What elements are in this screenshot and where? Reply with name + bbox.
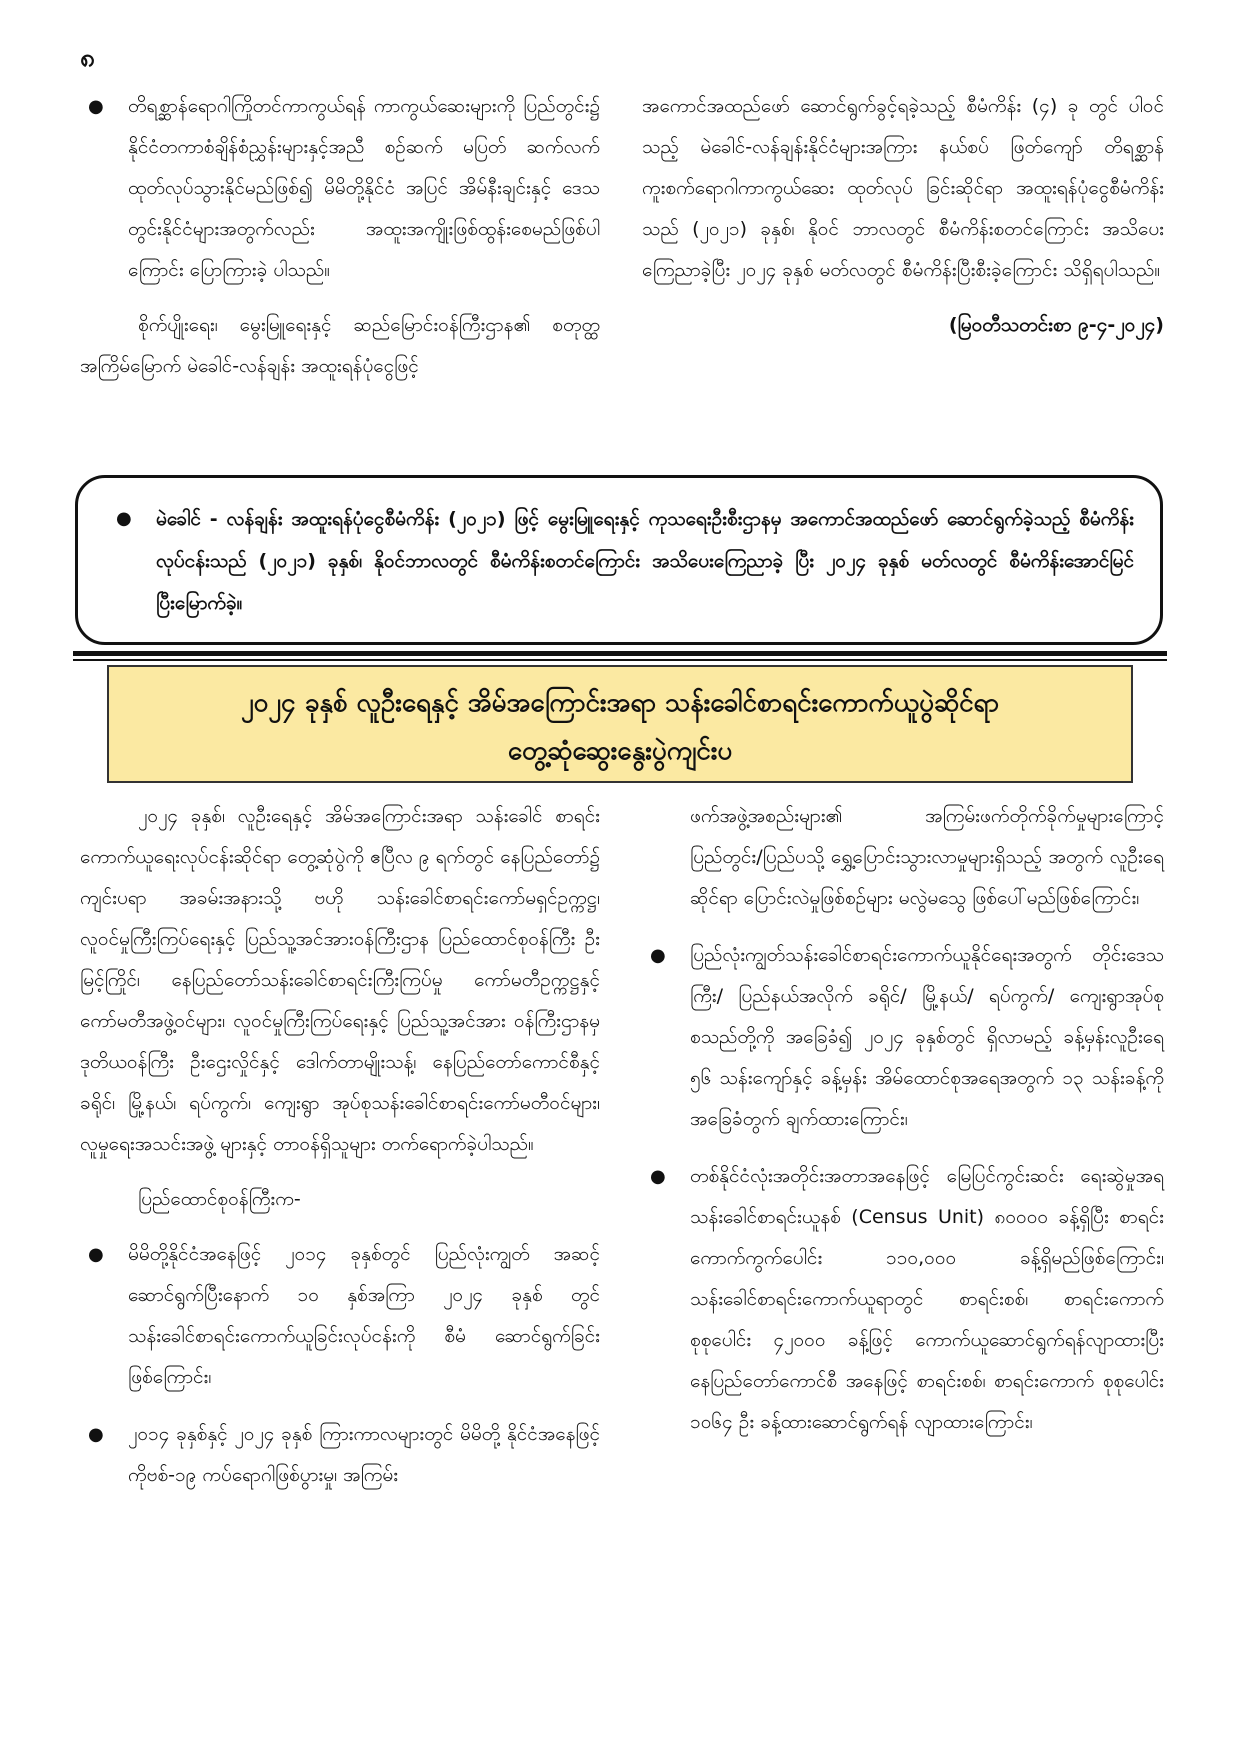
top-right-paragraph: အကောင်အထည်ဖော် ဆောင်ရွက်ခွင့်ရခဲ့သည့် စီမံကိန်း (၄) ခု တွင် ပါဝင်သည့် မဲခေါင်-လန်ချန်းနိုင်ငံများအကြား နယ်စပ် ဖြတ်ကျော် တိရစ္ဆာန်ကူးစက်ရောဂါကာကွယ်ဆေး ထုတ်လုပ် ခြင်းဆိုင်ရာ အထူးရန်ပုံငွေစီမံကိန်းသည် (၂၀၂၁) ခုနှစ်၊ နိုဝင် ဘာလတွင် စီမံကိန်းစတင်ကြောင်း အသိပေးကြေညာခဲ့ပြီး ၂၀၂၄ ခုနှစ် မတ်လတွင် စီမံကိန်းပြီးစီးခဲ့ကြောင်း သိရှိရပါသည်။ xyxy=(642,95,1164,281)
top-left-column xyxy=(80,86,600,387)
headline-line-2: တွေ့ဆုံဆွေးနွေးပွဲကျင်းပ xyxy=(507,736,733,766)
continued-paragraph: ဖက်အဖွဲ့အစည်းများ၏ အကြမ်းဖက်တိုက်ခိုက်မှုများကြောင့် ပြည်တွင်း/ပြည်ပသို့ ရွှေ့ပြောင်းသွားလာမှုများရှိသည့် အတွက် လူဦးရေဆိုင်ရာ ပြောင်းလဲမှုဖြစ်စဉ်များ မလွဲမသွေ ဖြစ်ပေါ်မည်ဖြစ်ကြောင်း၊ xyxy=(690,805,1164,909)
page-number: ၈ xyxy=(80,43,95,73)
bullet-covid-period: ● ၂၀၁၄ ခုနှစ်နှင့် ၂၀၂၄ ခုနှစ် ကြားကာလများတွင် မိမိတို့ နိုင်ငံအနေဖြင့် ကိုဗစ်-၁၉ ကပ်ရောဂါဖြစ်ပွားမှု၊ အကြမ်း xyxy=(80,1414,600,1496)
section-divider-thin xyxy=(73,659,1167,661)
bullet-census-units: ● တစ်နိုင်ငံလုံးအတိုင်းအတာအနေဖြင့် မြေပြင်ကွင်းဆင်း ရေးဆွဲမှုအရ သန်းခေါင်စာရင်းယူနစ် (Census Unit) ၈၀၀၀၀ ခန့်ရှိပြီး စာရင်းကောက်ကွက်ပေါင်း ၁၁၀,၀၀၀ ခန့်ရှိမည်ဖြစ်ကြောင်း၊ သန်းခေါင်စာရင်းကောက်ယူရာတွင် စာရင်းစစ်၊ စာရင်းကောက် စုစုပေါင်း ၄၂၀၀၀ ခန့်ဖြင့် ကောက်ယူဆောင်ရွက်ရန်လျာထားပြီး နေပြည်တော်ကောင်စီ အနေဖြင့် စာရင်းစစ်၊ စာရင်းကောက် စုစုပေါင်း ၁၀၆၄ ဦး ခန့်ထားဆောင်ရွက်ရန် လျာထားကြောင်း၊ xyxy=(642,1156,1164,1443)
bottom-right-column xyxy=(642,796,1164,1443)
bottom-left-column xyxy=(80,796,600,1496)
minister-said: ပြည်ထောင်စုဝန်ကြီးက- xyxy=(138,1188,301,1210)
bullet-census-2014: ● မိမိတို့နိုင်ငံအနေဖြင့် ၂၀၁၄ ခုနှစ်တွင် ပြည်လုံးကျွတ် အဆင့် ဆောင်ရွက်ပြီးနောက် ၁၀ နှစ်အကြာ ၂၀၂၄ ခုနှစ် တွင် သန်းခေါင်စာရင်းကောက်ယူခြင်းလုပ်ငန်းကို စီမံ ဆောင်ရွက်ခြင်းဖြစ်ကြောင်း၊ xyxy=(80,1234,600,1398)
section-headline xyxy=(107,665,1133,783)
top-right-column xyxy=(642,86,1164,346)
article-intro: ၂၀၂၄ ခုနှစ်၊ လူဦးရေနှင့် အိမ်အကြောင်းအရာ သန်းခေါင် စာရင်းကောက်ယူရေးလုပ်ငန်းဆိုင်ရာ တွေ့ဆုံပွဲကို ဧပြီလ ၉ ရက်တွင် နေပြည်တော်၌ ကျင်းပရာ အခမ်းအနားသို့ ဗဟို သန်းခေါင်စာရင်းကော်မရှင်ဥက္ကဋ္ဌ၊ လူဝင်မှုကြီးကြပ်ရေးနှင့် ပြည်သူ့အင်အားဝန်ကြီးဌာန ပြည်ထောင်စုဝန်ကြီး ဦးမြင့်ကြိုင်၊ နေပြည်တော်သန်းခေါင်စာရင်းကြီးကြပ်မှု ကော်မတီဥက္ကဋ္ဌနှင့် ကော်မတီအဖွဲ့ဝင်များ၊ လူဝင်မှုကြီးကြပ်ရေးနှင့် ပြည်သူ့အင်အား ဝန်ကြီးဌာနမှ ဒုတိယဝန်ကြီး ဦးဌေးလှိုင်နှင့် ဒေါက်တာမျိုးသန့်၊ နေပြည်တော်ကောင်စီနှင့် ခရိုင်၊ မြို့နယ်၊ ရပ်ကွက်၊ ကျေးရွာ အုပ်စုသန်းခေါင်စာရင်းကော်မတီဝင်များ၊ လူမှုရေးအသင်းအဖွဲ့ များနှင့် တာဝန်ရှိသူများ တက်ရောက်ခဲ့ပါသည်။ xyxy=(80,805,600,1155)
section-divider xyxy=(73,651,1167,656)
callout-text: ● မဲခေါင် - လန်ချန်း အထူးရန်ပုံငွေစီမံကိန်း (၂၀၂၁) ဖြင့် မွေးမြူရေးနှင့် ကုသရေးဦးစီးဌာနမှ အကောင်အထည်ဖော် ဆောင်ရွက်ခဲ့သည့် စီမံကိန်းလုပ်ငန်းသည် (၂၀၂၁) ခုနှစ်၊ နိုဝင်ဘာလတွင် စီမံကိန်းစတင်ကြောင်း အသိပေးကြေညာခဲ့ ပြီး ၂၀၂၄ ခုနှစ် မတ်လတွင် စီမံကိန်းအောင်မြင်ပြီးမြောက်ခဲ့။ xyxy=(108,498,1134,624)
top-left-paragraph: စိုက်ပျိုးရေး၊ မွေးမြူရေးနှင့် ဆည်မြောင်းဝန်ကြီးဌာန၏ စတုတ္ထအကြိမ်မြောက် မဲခေါင်-လန်ချန်း အထူးရန်ပုံငွေဖြင့် xyxy=(80,314,600,377)
top-left-bullet: ● တိရစ္ဆာန်ရောဂါကြိုတင်ကာကွယ်ရန် ကာကွယ်ဆေးများကို ပြည်တွင်း၌ နိုင်ငံတကာစံချိန်စံညွှန်းများနှင့်အညီ စဉ်ဆက် မပြတ် ဆက်လက်ထုတ်လုပ်သွားနိုင်မည်ဖြစ်၍ မိမိတို့နိုင်ငံ အပြင် အိမ်နီးချင်းနှင့် ဒေသတွင်းနိုင်ငံများအတွက်လည်း အထူးအကျိုးဖြစ်ထွန်းစေမည်ဖြစ်ပါကြောင်း ပြောကြားခဲ့ ပါသည်။ xyxy=(80,86,600,291)
bullet-population-estimate: ● ပြည်လုံးကျွတ်သန်းခေါင်စာရင်းကောက်ယူနိုင်ရေးအတွက် တိုင်းဒေသကြီး/ ပြည်နယ်အလိုက် ခရိုင်/ မြို့နယ်/ ရပ်ကွက်/ ကျေးရွာအုပ်စု စသည်တို့ကို အခြေခံ၍ ၂၀၂၄ ခုနှစ်တွင် ရှိလာမည့် ခန့်မှန်းလူဦးရေ ၅၆ သန်းကျော်နှင့် ခန့်မှန်း အိမ်ထောင်စုအရေအတွက် ၁၃ သန်းခန့်ကို အခြေခံတွက် ချက်ထားကြောင်း၊ xyxy=(642,935,1164,1140)
summary-callout xyxy=(75,475,1163,645)
news-source: (မြဝတီသတင်းစာ ၉-၄-၂၀၂၄) xyxy=(948,314,1164,336)
headline-line-1: ၂၀၂၄ ခုနှစ် လူဦးရေနှင့် အိမ်အကြောင်းအရာ သန်းခေါင်စာရင်းကောက်ယူပွဲဆိုင်ရာ xyxy=(240,688,1000,718)
